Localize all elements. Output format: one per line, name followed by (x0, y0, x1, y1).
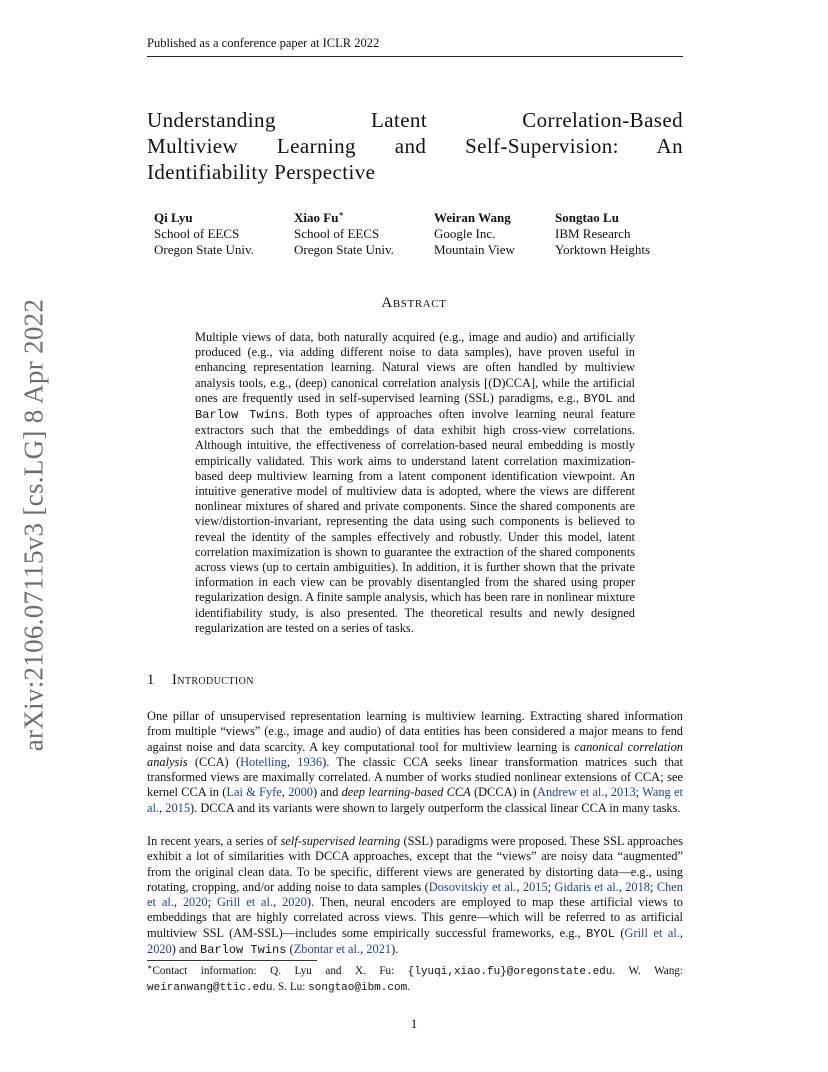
arxiv-sidebar (4, 290, 64, 760)
email: weiranwang@ttic.edu (147, 982, 273, 994)
abstract-text: Multiple views of data, both naturally acquired (e.g., image and audio) and artificially produced (e.g., via adding different noise to data samples), have proven useful in enhancing representation learning. Natural views are often handled by multiview analysis tools, e.g., (deep) canonical correlation analysis [(D)CCA], while the artificial ones are frequently used in self-supervised learning (SSL) paradigms, e.g., BYOL and Barlow Twins. Both types of approaches often involve learning neural feature extractors such that the embeddings of data exhibit high cross-view correlations. Although intuitive, the effectiveness of correlation-based neural embedding is mostly empirically validated. This work aims to understand latent correlation maximization-based deep multiview learning from a latent component identification viewpoint. An intuitive generative model of multiview data is adopted, where the views are different nonlinear mixtures of shared and private components. Since the shared components are view/distortion-invariant, representing the data using such components is believed to reveal the identity of the samples effectively and robustly. Under this model, latent correlation maximization is shown to guarantee the extraction of the shared components across views (up to certain ambiguities). In addition, it is further shown that the private information in each view can be provably disentangled from the shared using proper regularization design. A finite sample analysis, which has been rare in nonlinear mixture identifiability study, is also presented. The theoretical results and newly designed regularization are tested on a series of tasks. (195, 330, 635, 635)
ref-link[interactable]: Dosovitskiy et al. (428, 879, 517, 894)
author-name: Qi Lyu (154, 210, 193, 225)
dcca-term: deep learning-based CCA (341, 785, 471, 800)
author-affiliation: School of EECS (154, 226, 240, 241)
author-affiliation: Google Inc. (434, 226, 496, 241)
author-4 (555, 210, 650, 258)
title-line-1: Understanding Latent Correlation-Based (147, 108, 683, 132)
ref-link[interactable]: 2015 (165, 800, 191, 815)
author-affiliation: Yorktown Heights (555, 242, 651, 257)
author-2 (294, 210, 394, 258)
ref-link[interactable]: Grill et al. (624, 925, 680, 940)
ref-link[interactable]: 2015 (522, 879, 548, 894)
ref-link[interactable]: Grill et al. (216, 895, 274, 910)
ssl-term: self-supervised learning (280, 834, 401, 848)
paper-title (147, 107, 683, 185)
email: songtao@ibm.com (308, 982, 408, 994)
arxiv-identifier: arXiv:2106.07115v3 [cs.LG] 8 Apr 2022 (18, 298, 49, 752)
abstract-heading: Abstract (381, 295, 447, 311)
ref-link[interactable]: 2000 (288, 785, 313, 800)
ref-link[interactable]: 2021 (366, 942, 392, 957)
author-affiliation: Oregon State Univ. (294, 242, 394, 257)
page-number: 1 (410, 1016, 418, 1031)
title-line-3: Identifiability Perspective (147, 160, 376, 184)
ref-link[interactable]: 2018 (625, 879, 650, 894)
ref-link[interactable]: 2020 (147, 942, 172, 957)
author-name: Xiao Fu∗ (294, 209, 344, 225)
section-number: 1 (147, 672, 155, 688)
barlow-twins-code: Barlow Twins (200, 943, 287, 958)
byol-code: BYOL (583, 391, 613, 406)
author-affiliation: School of EECS (294, 226, 380, 241)
author-affiliation: Mountain View (434, 242, 515, 257)
author-affiliation: IBM Research (555, 226, 631, 241)
byol-code: BYOL (586, 926, 615, 941)
running-header: Published as a conference paper at ICLR 2022 (147, 36, 683, 57)
section-heading (147, 672, 683, 689)
ref-link[interactable]: 2013 (610, 785, 636, 800)
ref-link[interactable]: Hotelling (240, 754, 287, 769)
ref-link[interactable]: Gidaris et al. (554, 879, 619, 894)
barlow-twins-code: Barlow Twins (195, 408, 286, 423)
author-affiliation: Oregon State Univ. (154, 242, 254, 257)
author-name: Songtao Lu (555, 210, 619, 225)
author-1 (154, 210, 254, 258)
ref-link[interactable]: 2020 (282, 895, 307, 910)
email: {lyuqi,xiao.fu}@oregonstate.edu (407, 966, 613, 978)
ref-link[interactable]: Lai & Fyfe (226, 785, 282, 800)
ref-link[interactable]: Chen et al. (147, 879, 683, 910)
ref-link[interactable]: 1936 (297, 754, 323, 769)
title-line-2: Multiview Learning and Self-Supervision: An (147, 134, 683, 158)
ref-link[interactable]: Wang et al. (147, 785, 683, 815)
intro-paragraph-2: In recent years, a series of self-supervised learning (SSL) paradigms were proposed. These SSL approaches exhibit a lot of similarities with DCCA approaches, except that the “views” are noisy data “augmented” from the original clean data. To be specific, different views are generated by distorting data—e.g., using rotating, cropping, and/or adding noise to data samples (Dosovitskiy et al., 2015; Gidaris et al., 2018; Chen et al., 2020; Grill et al., 2020). Then, neural encoders are employed to map these artificial views to embeddings that are highly correlated across views. This genre—which will be referred to as artificial multiview SSL (AM-SSL)—includes some empirically successful frameworks, e.g., BYOL (Grill et al., 2020) and Barlow Twins (Zbontar et al., 2021). (147, 834, 683, 958)
author-name: Weiran Wang (434, 210, 511, 225)
ref-link[interactable]: Andrew et al. (537, 785, 605, 800)
cca-term: canonical correlation analysis (147, 739, 683, 769)
ref-link[interactable]: Zbontar et al. (293, 942, 361, 957)
footnote-mark: ∗ (147, 962, 153, 972)
footnote: ∗Contact information: Q. Lyu and X. Fu: {lyuqi,xiao.fu}@oregonstate.edu. W. Wang: weiranwang@ttic.edu. S. Lu: songtao@ibm.com. (147, 962, 683, 994)
section-title: Introduction (172, 672, 254, 688)
footnote-rule (147, 960, 317, 961)
author-3 (434, 210, 515, 258)
intro-paragraph-1: One pillar of unsupervised representation learning is multiview learning. Extracting shared information from multiple “views” (e.g., image and audio) of data entities has been considered a major means to fend against noise and data scarcity. A key computational tool for multiview learning is canonical correlation analysis (CCA) (Hotelling, 1936). The classic CCA seeks linear transformation matrices such that transformed views are maximally correlated. A number of works studied nonlinear extensions of CCA; see kernel CCA in (Lai & Fyfe, 2000) and deep learning-based CCA (DCCA) in (Andrew et al., 2013; Wang et al., 2015). DCCA and its variants were shown to largely outperform the classical linear CCA in many tasks. (147, 709, 683, 815)
ref-link[interactable]: 2020 (182, 895, 208, 910)
